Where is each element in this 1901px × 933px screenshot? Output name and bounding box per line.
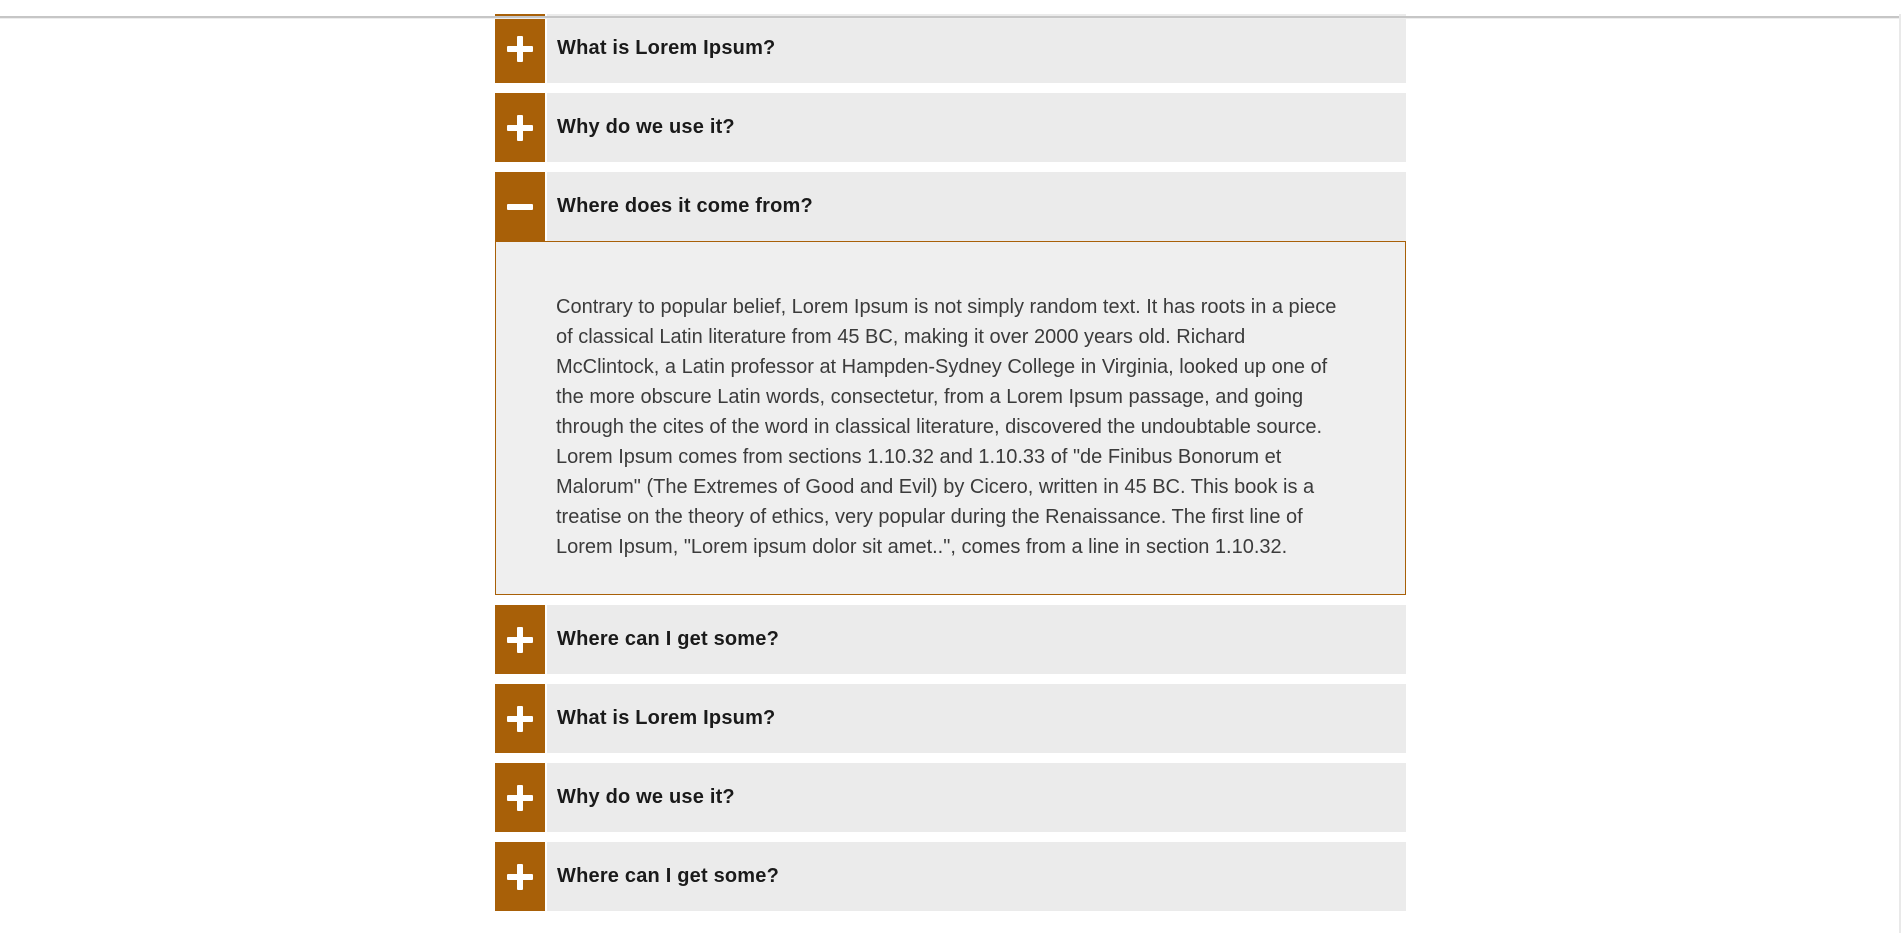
accordion-item-label: What is Lorem Ipsum?	[557, 707, 776, 729]
accordion-header-where-can-i-get-some[interactable]	[495, 605, 1406, 674]
collapse-toggle-button[interactable]	[495, 172, 545, 241]
accordion-item	[495, 605, 1406, 674]
accordion-header-bar[interactable]	[547, 93, 1406, 162]
accordion-panel	[495, 241, 1406, 595]
expand-toggle-button[interactable]	[495, 763, 545, 832]
accordion-item-label: Where can I get some?	[557, 628, 780, 650]
accordion-item-label: Why do we use it?	[557, 116, 735, 138]
accordion-item	[495, 93, 1406, 162]
expand-toggle-button[interactable]	[495, 14, 545, 83]
accordion-item	[495, 842, 1406, 911]
faq-accordion	[495, 14, 1406, 911]
accordion-item-label: Where can I get some?	[557, 865, 780, 887]
accordion-header-what-is-lorem-ipsum[interactable]	[495, 14, 1406, 83]
accordion-header-why-do-we-use-it[interactable]	[495, 93, 1406, 162]
top-divider	[0, 16, 1901, 18]
plus-icon	[507, 864, 533, 890]
expand-toggle-button[interactable]	[495, 605, 545, 674]
plus-icon	[507, 36, 533, 62]
accordion-header-where-does-it-come-from[interactable]	[495, 172, 1406, 241]
plus-icon	[507, 115, 533, 141]
accordion-item	[495, 684, 1406, 753]
accordion-header-why-do-we-use-it-2[interactable]	[495, 763, 1406, 832]
plus-icon	[507, 706, 533, 732]
accordion-header-what-is-lorem-ipsum-2[interactable]	[495, 684, 1406, 753]
accordion-header-bar[interactable]	[547, 605, 1406, 674]
accordion-item-label: Where does it come from?	[557, 195, 813, 217]
accordion-item-label: Why do we use it?	[557, 786, 735, 808]
expand-toggle-button[interactable]	[495, 684, 545, 753]
accordion-header-bar[interactable]	[547, 684, 1406, 753]
accordion-header-bar[interactable]	[547, 842, 1406, 911]
accordion-panel-text: Contrary to popular belief, Lorem Ipsum is not simply random text. It has roots in a piece of classical Latin literature from 45 BC, making it over 2000 years old. Richard McClintock, a Latin professor at Hampden-Sydney College in Virginia, looked up one of the more obscure Latin words, consectetur, from a Lorem Ipsum passage, and going through the cites of the word in classical literature, discovered the undoubtable source. Lorem Ipsum comes from sections 1.10.32 and 1.10.33 of "de Finibus Bonorum et Malorum" (The Extremes of Good and Evil) by Cicero, written in 45 BC. This book is a treatise on the theory of ethics, very popular during the Renaissance. The first line of Lorem Ipsum, "Lorem ipsum dolor sit amet..", comes from a line in section 1.10.32.	[556, 296, 1337, 558]
accordion-header-bar[interactable]	[547, 172, 1406, 241]
expand-toggle-button[interactable]	[495, 93, 545, 162]
accordion-header-bar[interactable]	[547, 14, 1406, 83]
accordion-header-where-can-i-get-some-2[interactable]	[495, 842, 1406, 911]
accordion-item-expanded	[495, 172, 1406, 595]
minus-icon	[507, 194, 533, 220]
accordion-item	[495, 14, 1406, 83]
accordion-item	[495, 763, 1406, 832]
plus-icon	[507, 785, 533, 811]
expand-toggle-button[interactable]	[495, 842, 545, 911]
accordion-item-label: What is Lorem Ipsum?	[557, 37, 776, 59]
plus-icon	[507, 627, 533, 653]
accordion-header-bar[interactable]	[547, 763, 1406, 832]
